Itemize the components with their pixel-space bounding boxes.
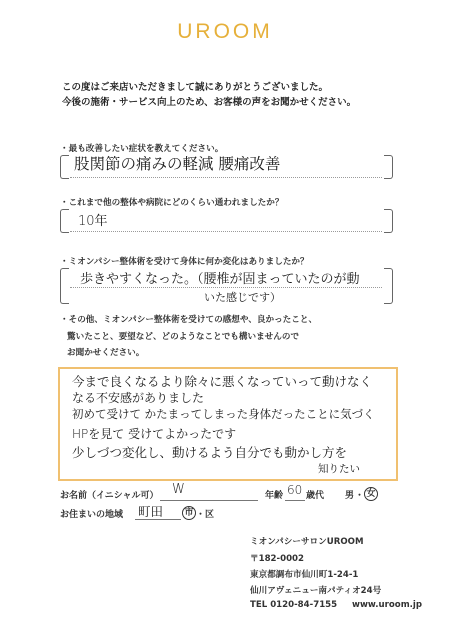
salon-name: ミオンパシーサロンUROOM: [250, 537, 364, 547]
answer-bracket-right: [384, 155, 393, 179]
area-city-circled: 市: [182, 506, 196, 520]
answer-1: 股関節の痛みの軽減 腰痛改善: [74, 155, 281, 173]
salon-tel: TEL 0120-84-7155: [250, 600, 338, 610]
salon-address-2: 仙川アヴェニュー南パティオ24号: [250, 586, 382, 596]
gender-separator: ・: [355, 491, 365, 501]
answer-2: 10年: [78, 214, 108, 229]
area-label: お住まいの地域: [60, 510, 124, 520]
area-suffix: ・区: [196, 510, 215, 520]
question-4-line-2: 驚いたこと、要望など、どのようなことでも構いませんので: [67, 331, 300, 342]
question-2: ・これまで他の整体や病院にどのくらい通われましたか？: [60, 198, 284, 208]
name-label: お名前（イニシャル可）: [60, 491, 159, 501]
question-1: ・最も改善したい症状を教えてください。: [60, 144, 224, 154]
comment-line-2: なる不安感がありました: [72, 391, 205, 405]
answer-1-rule: [70, 177, 382, 178]
comment-line-4: HPを見て 受けてよかったです: [72, 427, 237, 441]
answer-3-line-2: いた感じです）: [204, 291, 281, 304]
salon-postal: 〒182-0002: [250, 554, 305, 564]
question-4-line-1: ・その他、ミオンパシー整体術を受けての感想や、良かったこと、: [60, 315, 318, 325]
salon-address-1: 東京都調布市仙川町1-24-1: [250, 570, 359, 580]
logo: UROOM: [177, 20, 273, 43]
age-value: 60: [287, 483, 303, 497]
name-value: W: [172, 482, 185, 497]
gender-female-circled: 女: [364, 487, 378, 501]
comment-line-1: 今まで良くなるより除々に悪くなっていって動けなく: [72, 374, 373, 389]
comment-line-3: 初めて受けて かたまってしまった身体だったことに気づく: [72, 407, 375, 421]
answer-2-rule: [70, 231, 382, 232]
question-3: ・ミオンパシー整体術を受けて身体に何か変化はありましたか？: [60, 257, 309, 267]
answer-3-rule: [70, 287, 382, 288]
intro-text: [62, 80, 356, 110]
answer-bracket-right: [384, 268, 393, 304]
intro-line-1: この度はご来店いただきまして誠にありがとうございました。: [62, 82, 329, 93]
comment-line-5: 少しづつ変化し、動けるよう自分でも動かし方を: [72, 445, 348, 460]
question-4: [60, 312, 317, 362]
intro-line-2: 今後の施術・サービス向上のため、お客様の声をお聞かせください。: [62, 97, 357, 108]
gender-male: 男: [345, 491, 355, 501]
answer-3-line-1: 歩きやすくなった。（腰椎が固まっていたのが動: [80, 272, 360, 287]
age-label: 年齢: [265, 491, 284, 501]
age-suffix: 歳代: [306, 491, 325, 501]
comment-line-6: 知りたい: [318, 463, 360, 475]
name-line: [160, 500, 258, 501]
question-4-line-3: お聞かせください。: [67, 348, 145, 358]
answer-bracket-right: [384, 209, 393, 233]
answer-bracket-left: [60, 209, 69, 233]
answer-bracket-left: [60, 268, 69, 304]
area-value: 町田: [138, 504, 164, 519]
answer-bracket-left: [60, 155, 69, 179]
age-line: [285, 500, 305, 501]
salon-url: www.uroom.jp: [352, 600, 423, 610]
